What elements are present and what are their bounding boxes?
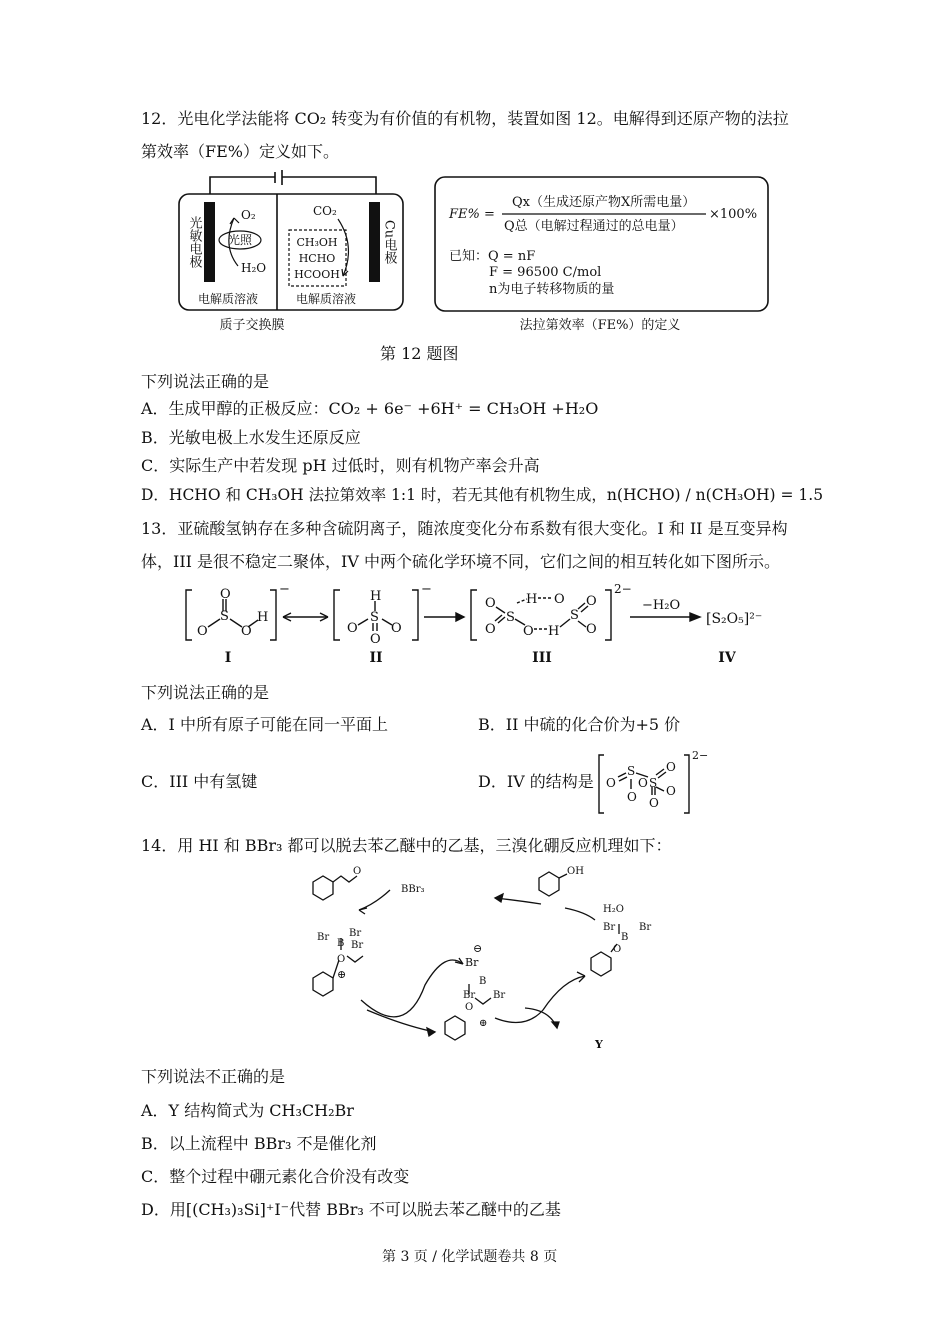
scheme-atom-o: O [197, 624, 208, 639]
charge-plus: ⊕ [337, 968, 347, 981]
fe-factor: ×100% [709, 207, 758, 222]
scheme-atom-o: O [554, 592, 565, 607]
bbr3-reagent: BBr₃ [401, 884, 425, 895]
atom-br: Br [351, 940, 364, 951]
s2o5-atom-s: S [627, 764, 636, 778]
q13-prompt: 下列说法正确的是 [141, 683, 270, 702]
atom-o: O [613, 944, 622, 955]
co2-label: CO₂ [313, 204, 337, 218]
fe-caption: 法拉第效率（FE%）的定义 [519, 318, 681, 333]
q12-prompt: 下列说法正确的是 [141, 372, 270, 391]
scheme-atom-o: O [586, 594, 597, 609]
bromide-ion: Br [465, 956, 479, 969]
scheme-atom-o: O [485, 622, 496, 637]
s2o5-atom-o: O [606, 776, 616, 790]
scheme-atom-h: H [548, 624, 560, 639]
right-electrode-label: Cu电极 [381, 219, 397, 265]
sulfite-scheme [180, 582, 780, 670]
scheme-atom-o: O [370, 632, 381, 647]
charge-label-3: 2− [614, 582, 632, 596]
q13-stem-line1: 13．亚硫酸氢钠存在多种含硫阴离子，随浓度变化分布系数有很大变化。I 和 II 是互变异构 [141, 519, 788, 538]
q14-option-a: A．Y 结构简式为 CH₃CH₂Br [141, 1101, 354, 1120]
scheme-atom-h: H [370, 589, 382, 604]
scheme-atom-o: O [485, 596, 496, 611]
atom-br: Br [349, 928, 362, 939]
right-solution-label: 电解质溶液 [295, 292, 357, 306]
charge-plus: ⊕ [479, 1018, 488, 1029]
scheme-atom-s: S [570, 608, 579, 623]
scheme-label-ii: II [369, 650, 383, 666]
scheme-atom-o: O [220, 587, 231, 602]
fe-known: 已知：Q = nF [449, 249, 536, 264]
atom-br: Br [639, 922, 652, 933]
s2o5-atom-o: O [627, 790, 637, 804]
scheme-atom-o: O [241, 624, 252, 639]
elimination-condition: −H₂O [642, 598, 681, 613]
cu-electrode [369, 202, 380, 282]
s2o5-atom-o: O [649, 796, 659, 810]
atom-b: B [337, 938, 345, 949]
s2o5-charge: 2− [692, 749, 709, 762]
fe-numerator: Qx（生成还原产物X所需电量） [512, 195, 696, 210]
photosensitive-electrode [204, 202, 215, 282]
q12-option-a: A．生成甲醇的正极反应：CO₂ + 6e⁻ +6H⁺ = CH₃OH +H₂O [141, 399, 599, 418]
left-solution-label: 电解质溶液 [197, 292, 259, 306]
q13-option-c: C．III 中有氢键 [141, 772, 258, 791]
left-electrode-label: 光敏电极 [186, 216, 202, 268]
q13-stem-line2: 体，III 是很不稳定二聚体，IV 中两个硫化学环境不同，它们之间的相互转化如下图所示。 [141, 552, 781, 571]
faraday-efficiency-box [434, 176, 774, 336]
atom-b: B [621, 932, 629, 943]
atom-br: Br [463, 990, 476, 1001]
s2o5-atom-s: S [649, 776, 658, 790]
atom-b: B [479, 976, 487, 987]
scheme-label-iv: IV [718, 650, 736, 666]
electrolytic-cell-diagram [178, 172, 418, 337]
fe-n-definition: n为电子转移物质的量 [489, 282, 615, 297]
atom-o: O [353, 866, 362, 877]
scheme-atom-h: H [257, 610, 269, 625]
scheme-label-i: I [224, 650, 232, 666]
bbr3-mechanism-diagram [295, 860, 675, 1060]
product-hcooh: HCOOH [294, 268, 340, 281]
scheme-atom-o: O [347, 621, 358, 636]
charge-label-2: − [421, 582, 432, 597]
s2o5-atom-o: O [666, 760, 676, 774]
q12-figure-caption: 第 12 题图 [380, 344, 459, 363]
product-ch3oh: CH₃OH [296, 236, 338, 249]
q13-option-b: B．II 中硫的化合价为+5 价 [478, 715, 681, 734]
o2-label: O₂ [241, 208, 256, 222]
scheme-atom-s: S [506, 610, 515, 625]
scheme-atom-s: S [370, 610, 379, 625]
q14-option-b: B．以上流程中 BBr₃ 不是催化剂 [141, 1134, 377, 1153]
q13-option-a: A．I 中所有原子可能在同一平面上 [141, 715, 388, 734]
q12-option-d: D．HCHO 和 CH₃OH 法拉第效率 1:1 时，若无其他有机物生成，n(HCHO) / n(CH₃OH) = 1.5 [141, 486, 824, 504]
atom-o: O [337, 954, 346, 965]
page-footer: 第 3 页 / 化学试题卷共 8 页 [382, 1249, 558, 1265]
product-formula: [S₂O₅]²⁻ [706, 611, 763, 627]
q12-option-c: C．实际生产中若发现 pH 过低时，则有机物产率会升高 [141, 456, 540, 475]
s2o5-atom-o: O [666, 784, 676, 798]
s2o5-structure [598, 751, 708, 821]
q12-stem-line2: 第效率（FE%）定义如下。 [141, 142, 339, 161]
atom-o: O [465, 1002, 474, 1013]
q13-option-d: D．IV 的结构是 [478, 772, 594, 791]
scheme-atom-o: O [586, 622, 597, 637]
h2o-label: H₂O [241, 261, 267, 275]
q12-option-b: B．光敏电极上水发生还原反应 [141, 428, 361, 447]
charge-label-1: − [279, 582, 290, 597]
scheme-atom-o: O [391, 621, 402, 636]
charge-minus: ⊖ [473, 942, 483, 955]
atom-br: Br [493, 990, 506, 1001]
s2o5-atom-o: O [638, 776, 648, 790]
water-label: H₂O [603, 904, 624, 915]
q14-option-d: D．用[(CH₃)₃Si]⁺I⁻代替 BBr₃ 不可以脱去苯乙醚中的乙基 [141, 1200, 561, 1219]
product-y-label: Y [595, 1038, 603, 1051]
product-hcho: HCHO [298, 252, 336, 265]
q12-stem-line1: 12．光电化学法能将 CO₂ 转变为有价值的有机物，装置如图 12。电解得到还原产物的法拉 [141, 109, 789, 128]
scheme-label-iii: III [532, 650, 552, 666]
scheme-atom-s: S [220, 609, 229, 624]
q14-prompt: 下列说法不正确的是 [141, 1067, 286, 1086]
q14-stem: 14．用 HI 和 BBr₃ 都可以脱去苯乙醚中的乙基，三溴化硼反应机理如下： [141, 836, 672, 855]
phenol-oh: OH [567, 866, 584, 877]
light-label: 光照 [227, 233, 253, 247]
fe-f-value: F = 96500 C/mol [489, 265, 602, 280]
adduct-label: Br [317, 932, 330, 943]
fe-denominator: Q总（电解过程通过的总电量） [504, 219, 684, 234]
fe-lhs: FE% = [449, 207, 495, 222]
atom-br: Br [603, 922, 616, 933]
membrane-caption: 质子交换膜 [219, 318, 285, 333]
scheme-atom-o: O [523, 624, 534, 639]
scheme-atom-h: H [526, 592, 538, 607]
q14-option-c: C．整个过程中硼元素化合价没有改变 [141, 1167, 410, 1186]
